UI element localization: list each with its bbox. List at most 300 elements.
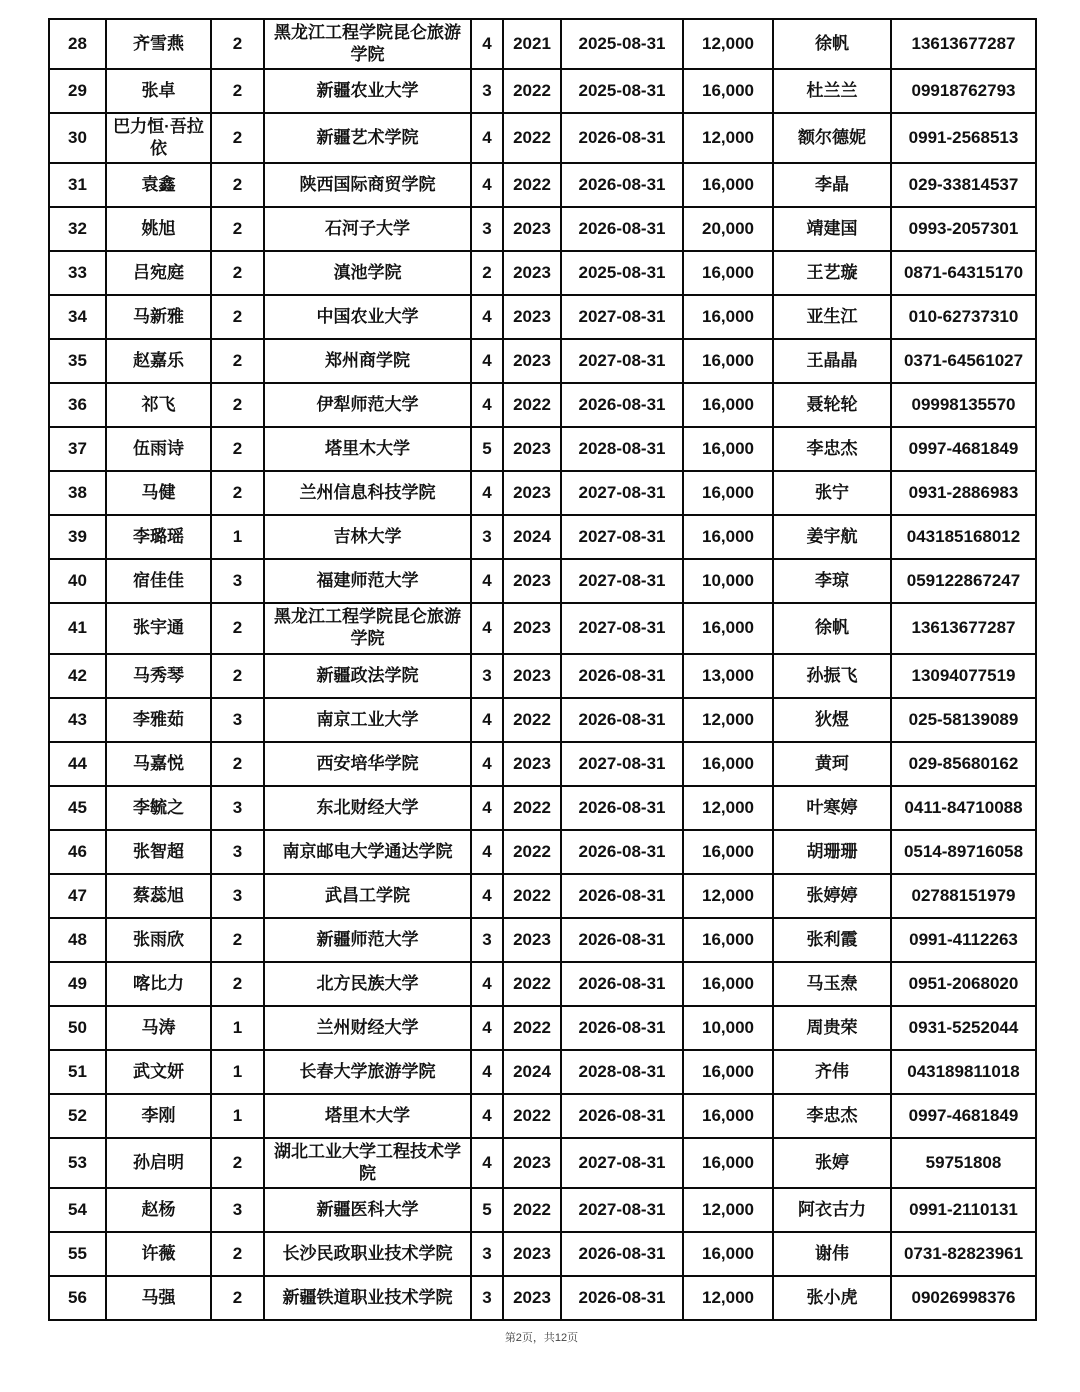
cell-school: 兰州信息科技学院: [264, 471, 471, 515]
cell-duration: 4: [471, 874, 503, 918]
cell-phone: 0991-2110131: [891, 1188, 1036, 1232]
cell-index: 34: [49, 295, 106, 339]
cell-phone: 0997-4681849: [891, 1094, 1036, 1138]
table-row: [49, 830, 1036, 874]
table-row: [49, 786, 1036, 830]
cell-end-date: 2027-08-31: [561, 1138, 683, 1188]
cell-contact: 额尔德妮: [773, 113, 891, 163]
cell-duration: 4: [471, 113, 503, 163]
cell-enroll-year: 2023: [503, 742, 561, 786]
table-row: [49, 515, 1036, 559]
cell-index: 28: [49, 19, 106, 69]
cell-index: 55: [49, 1232, 106, 1276]
cell-end-date: 2026-08-31: [561, 383, 683, 427]
cell-index: 52: [49, 1094, 106, 1138]
cell-amount: 16,000: [683, 339, 773, 383]
cell-contact: 张婷婷: [773, 874, 891, 918]
cell-category: 1: [211, 515, 264, 559]
cell-name: 张智超: [106, 830, 211, 874]
cell-category: 2: [211, 654, 264, 698]
cell-enroll-year: 2022: [503, 830, 561, 874]
cell-enroll-year: 2023: [503, 251, 561, 295]
cell-duration: 4: [471, 786, 503, 830]
cell-contact: 姜宇航: [773, 515, 891, 559]
cell-name: 武文妍: [106, 1050, 211, 1094]
cell-duration: 4: [471, 830, 503, 874]
cell-name: 祁飞: [106, 383, 211, 427]
cell-contact: 马玉焘: [773, 962, 891, 1006]
cell-contact: 李忠杰: [773, 427, 891, 471]
cell-name: 吕宛庭: [106, 251, 211, 295]
table-row: [49, 383, 1036, 427]
cell-duration: 4: [471, 698, 503, 742]
cell-duration: 3: [471, 1276, 503, 1320]
table-row: [49, 654, 1036, 698]
cell-phone: 059122867247: [891, 559, 1036, 603]
cell-index: 41: [49, 603, 106, 653]
cell-school: 东北财经大学: [264, 786, 471, 830]
cell-school: 新疆政法学院: [264, 654, 471, 698]
table-row: [49, 1138, 1036, 1188]
cell-phone: 0514-89716058: [891, 830, 1036, 874]
cell-name: 伍雨诗: [106, 427, 211, 471]
cell-phone: 0991-4112263: [891, 918, 1036, 962]
cell-phone: 043189811018: [891, 1050, 1036, 1094]
cell-end-date: 2026-08-31: [561, 698, 683, 742]
cell-amount: 13,000: [683, 654, 773, 698]
records-table: [48, 18, 1037, 1321]
cell-category: 3: [211, 559, 264, 603]
table-row: [49, 1094, 1036, 1138]
cell-index: 48: [49, 918, 106, 962]
table-row: [49, 113, 1036, 163]
table-row: [49, 1050, 1036, 1094]
cell-contact: 张利霞: [773, 918, 891, 962]
table-body: [49, 19, 1036, 1320]
cell-end-date: 2026-08-31: [561, 786, 683, 830]
cell-phone: 010-62737310: [891, 295, 1036, 339]
cell-end-date: 2026-08-31: [561, 654, 683, 698]
cell-school: 新疆农业大学: [264, 69, 471, 113]
cell-index: 54: [49, 1188, 106, 1232]
cell-contact: 胡珊珊: [773, 830, 891, 874]
cell-category: 2: [211, 295, 264, 339]
cell-contact: 叶寒婷: [773, 786, 891, 830]
cell-amount: 16,000: [683, 1050, 773, 1094]
cell-school: 新疆医科大学: [264, 1188, 471, 1232]
cell-name: 巴力恒·吾拉依: [106, 113, 211, 163]
cell-contact: 黄珂: [773, 742, 891, 786]
cell-duration: 3: [471, 69, 503, 113]
cell-phone: 043185168012: [891, 515, 1036, 559]
cell-contact: 靖建国: [773, 207, 891, 251]
cell-index: 38: [49, 471, 106, 515]
cell-contact: 狄煜: [773, 698, 891, 742]
cell-index: 43: [49, 698, 106, 742]
cell-category: 1: [211, 1094, 264, 1138]
cell-name: 张雨欣: [106, 918, 211, 962]
cell-name: 马强: [106, 1276, 211, 1320]
cell-phone: 09026998376: [891, 1276, 1036, 1320]
cell-duration: 4: [471, 471, 503, 515]
cell-category: 3: [211, 874, 264, 918]
cell-category: 2: [211, 251, 264, 295]
cell-amount: 16,000: [683, 830, 773, 874]
cell-enroll-year: 2023: [503, 339, 561, 383]
cell-category: 2: [211, 742, 264, 786]
cell-category: 3: [211, 786, 264, 830]
cell-phone: 13613677287: [891, 19, 1036, 69]
cell-name: 张卓: [106, 69, 211, 113]
cell-category: 2: [211, 339, 264, 383]
cell-end-date: 2026-08-31: [561, 207, 683, 251]
cell-name: 李璐瑶: [106, 515, 211, 559]
cell-category: 3: [211, 1188, 264, 1232]
cell-duration: 4: [471, 1094, 503, 1138]
table-row: [49, 698, 1036, 742]
cell-enroll-year: 2022: [503, 1006, 561, 1050]
cell-enroll-year: 2023: [503, 427, 561, 471]
cell-end-date: 2025-08-31: [561, 251, 683, 295]
cell-name: 赵嘉乐: [106, 339, 211, 383]
cell-end-date: 2026-08-31: [561, 1006, 683, 1050]
cell-enroll-year: 2024: [503, 1050, 561, 1094]
cell-amount: 16,000: [683, 163, 773, 207]
cell-name: 齐雪燕: [106, 19, 211, 69]
cell-phone: 025-58139089: [891, 698, 1036, 742]
cell-name: 马新雅: [106, 295, 211, 339]
cell-name: 马嘉悦: [106, 742, 211, 786]
cell-category: 2: [211, 383, 264, 427]
cell-end-date: 2025-08-31: [561, 69, 683, 113]
cell-end-date: 2026-08-31: [561, 163, 683, 207]
cell-name: 袁鑫: [106, 163, 211, 207]
table-row: [49, 918, 1036, 962]
table-row: [49, 163, 1036, 207]
cell-index: 53: [49, 1138, 106, 1188]
cell-enroll-year: 2022: [503, 69, 561, 113]
table-row: [49, 427, 1036, 471]
cell-school: 北方民族大学: [264, 962, 471, 1006]
cell-enroll-year: 2023: [503, 295, 561, 339]
cell-enroll-year: 2022: [503, 962, 561, 1006]
table-row: [49, 207, 1036, 251]
cell-contact: 周贵荣: [773, 1006, 891, 1050]
cell-contact: 亚生江: [773, 295, 891, 339]
cell-end-date: 2027-08-31: [561, 559, 683, 603]
cell-school: 武昌工学院: [264, 874, 471, 918]
cell-school: 石河子大学: [264, 207, 471, 251]
table-row: [49, 1232, 1036, 1276]
cell-contact: 谢伟: [773, 1232, 891, 1276]
cell-amount: 16,000: [683, 295, 773, 339]
cell-index: 56: [49, 1276, 106, 1320]
cell-amount: 16,000: [683, 918, 773, 962]
cell-name: 马涛: [106, 1006, 211, 1050]
cell-phone: 0411-84710088: [891, 786, 1036, 830]
cell-index: 51: [49, 1050, 106, 1094]
cell-enroll-year: 2022: [503, 113, 561, 163]
cell-school: 兰州财经大学: [264, 1006, 471, 1050]
cell-end-date: 2026-08-31: [561, 918, 683, 962]
cell-end-date: 2027-08-31: [561, 339, 683, 383]
cell-enroll-year: 2021: [503, 19, 561, 69]
cell-name: 李雅茹: [106, 698, 211, 742]
cell-contact: 李琼: [773, 559, 891, 603]
cell-index: 45: [49, 786, 106, 830]
cell-index: 50: [49, 1006, 106, 1050]
cell-contact: 孙振飞: [773, 654, 891, 698]
cell-name: 蔡蕊旭: [106, 874, 211, 918]
cell-end-date: 2027-08-31: [561, 742, 683, 786]
table-row: [49, 471, 1036, 515]
cell-amount: 16,000: [683, 962, 773, 1006]
cell-category: 2: [211, 19, 264, 69]
cell-amount: 16,000: [683, 603, 773, 653]
cell-school: 新疆艺术学院: [264, 113, 471, 163]
cell-amount: 10,000: [683, 559, 773, 603]
cell-name: 马秀琴: [106, 654, 211, 698]
cell-end-date: 2026-08-31: [561, 1232, 683, 1276]
cell-duration: 4: [471, 163, 503, 207]
cell-end-date: 2025-08-31: [561, 19, 683, 69]
cell-category: 2: [211, 113, 264, 163]
cell-duration: 5: [471, 427, 503, 471]
cell-name: 李刚: [106, 1094, 211, 1138]
cell-contact: 聂轮轮: [773, 383, 891, 427]
cell-category: 2: [211, 69, 264, 113]
cell-category: 3: [211, 830, 264, 874]
cell-enroll-year: 2022: [503, 1188, 561, 1232]
cell-school: 中国农业大学: [264, 295, 471, 339]
cell-school: 陕西国际商贸学院: [264, 163, 471, 207]
table-row: [49, 559, 1036, 603]
cell-amount: 12,000: [683, 786, 773, 830]
cell-name: 李毓之: [106, 786, 211, 830]
cell-phone: 02788151979: [891, 874, 1036, 918]
cell-phone: 09998135570: [891, 383, 1036, 427]
cell-name: 张宇通: [106, 603, 211, 653]
cell-duration: 3: [471, 1232, 503, 1276]
table-row: [49, 69, 1036, 113]
cell-phone: 029-85680162: [891, 742, 1036, 786]
cell-phone: 0871-64315170: [891, 251, 1036, 295]
cell-name: 许薇: [106, 1232, 211, 1276]
cell-phone: 029-33814537: [891, 163, 1036, 207]
cell-duration: 3: [471, 918, 503, 962]
cell-enroll-year: 2023: [503, 1276, 561, 1320]
cell-end-date: 2028-08-31: [561, 1050, 683, 1094]
cell-index: 29: [49, 69, 106, 113]
cell-name: 孙启明: [106, 1138, 211, 1188]
cell-end-date: 2027-08-31: [561, 295, 683, 339]
cell-enroll-year: 2023: [503, 918, 561, 962]
cell-amount: 12,000: [683, 1276, 773, 1320]
cell-index: 46: [49, 830, 106, 874]
cell-school: 西安培华学院: [264, 742, 471, 786]
cell-category: 2: [211, 603, 264, 653]
cell-phone: 0991-2568513: [891, 113, 1036, 163]
cell-phone: 13613677287: [891, 603, 1036, 653]
cell-enroll-year: 2022: [503, 786, 561, 830]
cell-category: 1: [211, 1006, 264, 1050]
cell-contact: 杜兰兰: [773, 69, 891, 113]
cell-school: 伊犁师范大学: [264, 383, 471, 427]
cell-amount: 16,000: [683, 1138, 773, 1188]
cell-index: 37: [49, 427, 106, 471]
cell-category: 1: [211, 1050, 264, 1094]
cell-end-date: 2027-08-31: [561, 515, 683, 559]
cell-category: 2: [211, 1232, 264, 1276]
cell-duration: 2: [471, 251, 503, 295]
cell-duration: 4: [471, 742, 503, 786]
cell-duration: 4: [471, 1050, 503, 1094]
cell-enroll-year: 2022: [503, 698, 561, 742]
cell-end-date: 2027-08-31: [561, 603, 683, 653]
cell-duration: 4: [471, 339, 503, 383]
cell-duration: 4: [471, 603, 503, 653]
cell-duration: 3: [471, 207, 503, 251]
cell-school: 塔里木大学: [264, 1094, 471, 1138]
cell-duration: 4: [471, 19, 503, 69]
cell-category: 2: [211, 207, 264, 251]
table-row: [49, 874, 1036, 918]
cell-index: 35: [49, 339, 106, 383]
cell-category: 2: [211, 962, 264, 1006]
cell-phone: 09918762793: [891, 69, 1036, 113]
cell-amount: 16,000: [683, 742, 773, 786]
cell-school: 长春大学旅游学院: [264, 1050, 471, 1094]
cell-enroll-year: 2024: [503, 515, 561, 559]
cell-enroll-year: 2023: [503, 471, 561, 515]
cell-contact: 李忠杰: [773, 1094, 891, 1138]
cell-duration: 4: [471, 383, 503, 427]
cell-amount: 16,000: [683, 515, 773, 559]
cell-enroll-year: 2022: [503, 874, 561, 918]
cell-enroll-year: 2023: [503, 559, 561, 603]
cell-name: 赵杨: [106, 1188, 211, 1232]
table-row: [49, 251, 1036, 295]
table-row: [49, 1276, 1036, 1320]
cell-amount: 16,000: [683, 69, 773, 113]
cell-amount: 12,000: [683, 19, 773, 69]
cell-contact: 徐帆: [773, 603, 891, 653]
cell-school: 长沙民政职业技术学院: [264, 1232, 471, 1276]
cell-amount: 12,000: [683, 698, 773, 742]
cell-amount: 16,000: [683, 427, 773, 471]
cell-duration: 5: [471, 1188, 503, 1232]
cell-duration: 4: [471, 559, 503, 603]
cell-amount: 16,000: [683, 251, 773, 295]
cell-category: 2: [211, 918, 264, 962]
cell-enroll-year: 2023: [503, 1138, 561, 1188]
cell-school: 南京工业大学: [264, 698, 471, 742]
cell-category: 2: [211, 427, 264, 471]
cell-contact: 张小虎: [773, 1276, 891, 1320]
cell-duration: 4: [471, 295, 503, 339]
table-row: [49, 1188, 1036, 1232]
cell-enroll-year: 2023: [503, 603, 561, 653]
cell-amount: 12,000: [683, 113, 773, 163]
cell-school: 吉林大学: [264, 515, 471, 559]
cell-category: 2: [211, 1276, 264, 1320]
cell-index: 42: [49, 654, 106, 698]
cell-category: 2: [211, 1138, 264, 1188]
cell-contact: 李晶: [773, 163, 891, 207]
cell-phone: 0993-2057301: [891, 207, 1036, 251]
cell-enroll-year: 2023: [503, 207, 561, 251]
cell-name: 马健: [106, 471, 211, 515]
cell-school: 新疆师范大学: [264, 918, 471, 962]
cell-name: 喀比力: [106, 962, 211, 1006]
table-row: [49, 962, 1036, 1006]
cell-school: 滇池学院: [264, 251, 471, 295]
cell-amount: 16,000: [683, 1094, 773, 1138]
cell-index: 44: [49, 742, 106, 786]
cell-amount: 16,000: [683, 383, 773, 427]
cell-index: 30: [49, 113, 106, 163]
cell-end-date: 2026-08-31: [561, 962, 683, 1006]
cell-duration: 4: [471, 1138, 503, 1188]
cell-phone: 0731-82823961: [891, 1232, 1036, 1276]
cell-contact: 王艺璇: [773, 251, 891, 295]
cell-enroll-year: 2023: [503, 654, 561, 698]
cell-name: 宿佳佳: [106, 559, 211, 603]
cell-duration: 3: [471, 515, 503, 559]
cell-end-date: 2026-08-31: [561, 113, 683, 163]
cell-end-date: 2026-08-31: [561, 1094, 683, 1138]
cell-index: 33: [49, 251, 106, 295]
cell-end-date: 2027-08-31: [561, 1188, 683, 1232]
cell-phone: 0951-2068020: [891, 962, 1036, 1006]
cell-school: 新疆铁道职业技术学院: [264, 1276, 471, 1320]
cell-index: 32: [49, 207, 106, 251]
cell-enroll-year: 2022: [503, 163, 561, 207]
cell-contact: 王晶晶: [773, 339, 891, 383]
cell-amount: 20,000: [683, 207, 773, 251]
cell-phone: 0371-64561027: [891, 339, 1036, 383]
cell-contact: 张宁: [773, 471, 891, 515]
cell-category: 2: [211, 471, 264, 515]
cell-index: 31: [49, 163, 106, 207]
cell-enroll-year: 2023: [503, 1232, 561, 1276]
cell-phone: 0997-4681849: [891, 427, 1036, 471]
table-row: [49, 339, 1036, 383]
cell-amount: 16,000: [683, 471, 773, 515]
cell-index: 49: [49, 962, 106, 1006]
cell-contact: 齐伟: [773, 1050, 891, 1094]
cell-school: 郑州商学院: [264, 339, 471, 383]
cell-end-date: 2026-08-31: [561, 830, 683, 874]
cell-index: 47: [49, 874, 106, 918]
cell-end-date: 2027-08-31: [561, 471, 683, 515]
cell-enroll-year: 2022: [503, 383, 561, 427]
cell-phone: 0931-5252044: [891, 1006, 1036, 1050]
table-row: [49, 19, 1036, 69]
cell-phone: 59751808: [891, 1138, 1036, 1188]
cell-phone: 0931-2886983: [891, 471, 1036, 515]
cell-index: 40: [49, 559, 106, 603]
cell-school: 福建师范大学: [264, 559, 471, 603]
cell-name: 姚旭: [106, 207, 211, 251]
cell-duration: 3: [471, 654, 503, 698]
cell-school: 南京邮电大学通达学院: [264, 830, 471, 874]
cell-category: 3: [211, 698, 264, 742]
cell-school: 黑龙江工程学院昆仑旅游学院: [264, 19, 471, 69]
table-row: [49, 295, 1036, 339]
table-row: [49, 742, 1036, 786]
cell-end-date: 2026-08-31: [561, 1276, 683, 1320]
